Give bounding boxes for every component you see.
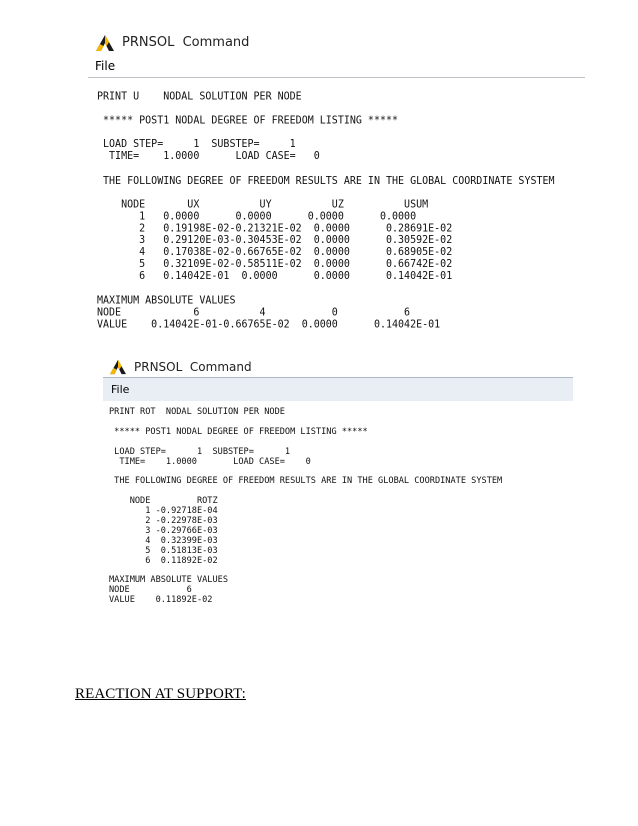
ansys-logo-icon: [109, 359, 127, 375]
menu-bar: [103, 377, 573, 401]
console-line: NODE 6 4 0 6: [97, 306, 411, 319]
console-line: MAXIMUM ABSOLUTE VALUES: [97, 294, 236, 307]
prnsol-window-displacement: [88, 28, 585, 340]
file-menu[interactable]: File: [95, 59, 116, 73]
console-line: [97, 283, 585, 295]
console-line: THE FOLLOWING DEGREE OF FREEDOM RESULTS ARE IN THE GLOBAL COORDINATE SYSTEM: [109, 476, 503, 487]
console-line: 1 -0.92718E-04: [109, 506, 218, 517]
console-line: ***** POST1 NODAL DEGREE OF FREEDOM LISTING *****: [109, 426, 368, 437]
file-menu[interactable]: File: [111, 383, 130, 396]
console-line: PRINT U NODAL SOLUTION PER NODE: [97, 90, 302, 103]
ansys-logo-icon: [95, 34, 115, 52]
console-line: 4 0.17038E-02-0.66765E-02 0.0000 0.68905E-02: [97, 246, 453, 259]
section-caption: REACTION AT SUPPORT:: [75, 686, 246, 702]
console-line: [97, 127, 585, 139]
console-line: THE FOLLOWING DEGREE OF FREEDOM RESULTS ARE IN THE GLOBAL COORDINATE SYSTEM: [97, 174, 555, 187]
console-line: 4 0.32399E-03: [109, 535, 218, 546]
console-line: TIME= 1.0000 LOAD CASE= 0: [109, 456, 311, 467]
console-line: VALUE 0.11892E-02: [109, 595, 213, 606]
prnsol-window-rotation: [103, 354, 573, 616]
console-line: 1 0.0000 0.0000 0.0000 0.0000: [97, 210, 417, 223]
console-line: NODE ROTZ: [109, 496, 218, 507]
window-title: PRNSOL Command: [122, 35, 250, 50]
console-output: [88, 78, 585, 361]
menu-bar: [88, 56, 585, 78]
console-line: VALUE 0.14042E-01-0.66765E-02 0.0000 0.14042E-01: [97, 318, 441, 331]
console-line: MAXIMUM ABSOLUTE VALUES: [109, 575, 228, 586]
console-line: [97, 163, 585, 175]
console-line: 3 0.29120E-03-0.30453E-02 0.0000 0.30592E-02: [97, 234, 453, 247]
window-title: PRNSOL Command: [134, 360, 252, 374]
console-line: [97, 187, 585, 199]
console-line: NODE 6: [109, 585, 192, 596]
console-line: ***** POST1 NODAL DEGREE OF FREEDOM LISTING *****: [97, 114, 399, 127]
console-line: LOAD STEP= 1 SUBSTEP= 1: [109, 446, 291, 457]
console-line: 3 -0.29766E-03: [109, 525, 218, 536]
console-output: [103, 401, 573, 616]
console-line: 6 0.11892E-02: [109, 555, 218, 566]
console-line: 2 0.19198E-02-0.21321E-02 0.0000 0.28691E-02: [97, 222, 453, 235]
console-line: 5 0.32109E-02-0.58511E-02 0.0000 0.66742E-02: [97, 258, 453, 271]
window-titlebar[interactable]: [88, 28, 585, 56]
console-line: TIME= 1.0000 LOAD CASE= 0: [97, 150, 320, 163]
console-line: PRINT ROT NODAL SOLUTION PER NODE: [109, 407, 285, 417]
console-line: NODE UX UY UZ USUM: [97, 198, 429, 211]
console-line: LOAD STEP= 1 SUBSTEP= 1: [97, 138, 296, 151]
console-line: 2 -0.22978E-03: [109, 515, 218, 526]
console-line: 6 0.14042E-01 0.0000 0.0000 0.14042E-01: [97, 270, 453, 283]
console-line: 5 0.51813E-03: [109, 545, 218, 556]
console-line: [97, 103, 585, 115]
